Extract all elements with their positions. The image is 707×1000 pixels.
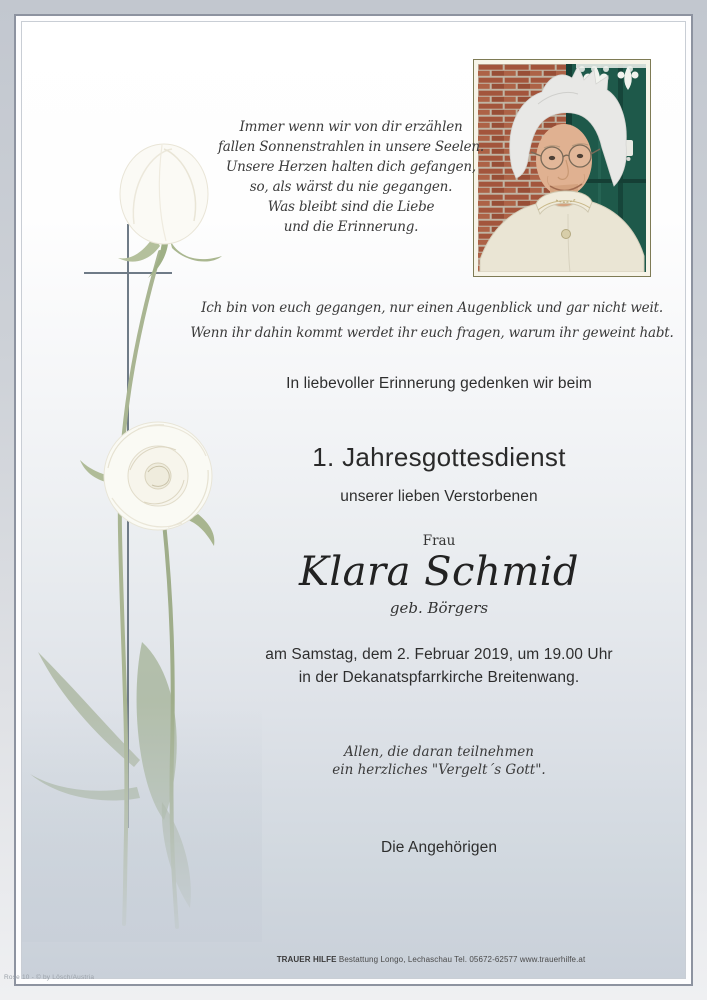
memorial-poem (101, 117, 601, 237)
salutation: Frau (422, 533, 456, 549)
thanks-line: Allen, die daran teilnehmen (344, 744, 534, 760)
thanks-line: ein herzliches "Vergelt´s Gott". (332, 761, 546, 778)
invitation-subtitle: unserer lieben Verstorbenen (340, 488, 538, 505)
artwork-copyright: Rose 10 - © by Lösch/Austria (4, 974, 95, 981)
event-location: in der Dekanatspfarrkirche Breitenwang. (298, 669, 580, 686)
card-content (21, 21, 686, 979)
mist-fade (22, 702, 262, 942)
poem-line: und die Erinnerung. (283, 219, 419, 235)
maiden-name: geb. Börgers (389, 599, 489, 617)
poem-line: so, als wärst du nie gegangen. (249, 179, 453, 195)
poem-line: Immer wenn wir von dir erzählen (239, 119, 463, 135)
event-title: 1. Jahresgottesdienst (312, 442, 566, 472)
funeral-home-footer (181, 955, 681, 964)
event-date: am Samstag, dem 2. Februar 2019, um 19.00 Uhr (265, 646, 613, 663)
funeral-home-brand: TRAUER HILFE (276, 955, 337, 964)
funeral-home-details: Bestattung Longo, Lechaschau Tel. 05672-62577 www.trauerhilfe.at (336, 955, 586, 964)
deceased-name: Klara Schmid (298, 549, 580, 595)
verse-line: Ich bin von euch gegangen, nur einen Augenblick und gar nicht weit. (201, 300, 663, 316)
mourners-signature: Die Angehörigen (380, 839, 498, 856)
farewell-verse (182, 296, 682, 346)
poem-line: Unsere Herzen halten dich gefangen, (226, 159, 476, 175)
poem-line: fallen Sonnenstrahlen in unsere Seelen. (217, 139, 484, 155)
card-outer-frame (14, 14, 693, 986)
verse-line: Wenn ihr dahin kommt werdet ihr euch fragen, warum ihr geweint habt. (190, 325, 674, 341)
thanks-note (189, 744, 686, 779)
rose-bloom (80, 422, 214, 546)
poem-line: Was bleibt sind die Liebe (267, 199, 435, 215)
invitation-intro: In liebevoller Erinnerung gedenken wir beim (286, 375, 592, 392)
